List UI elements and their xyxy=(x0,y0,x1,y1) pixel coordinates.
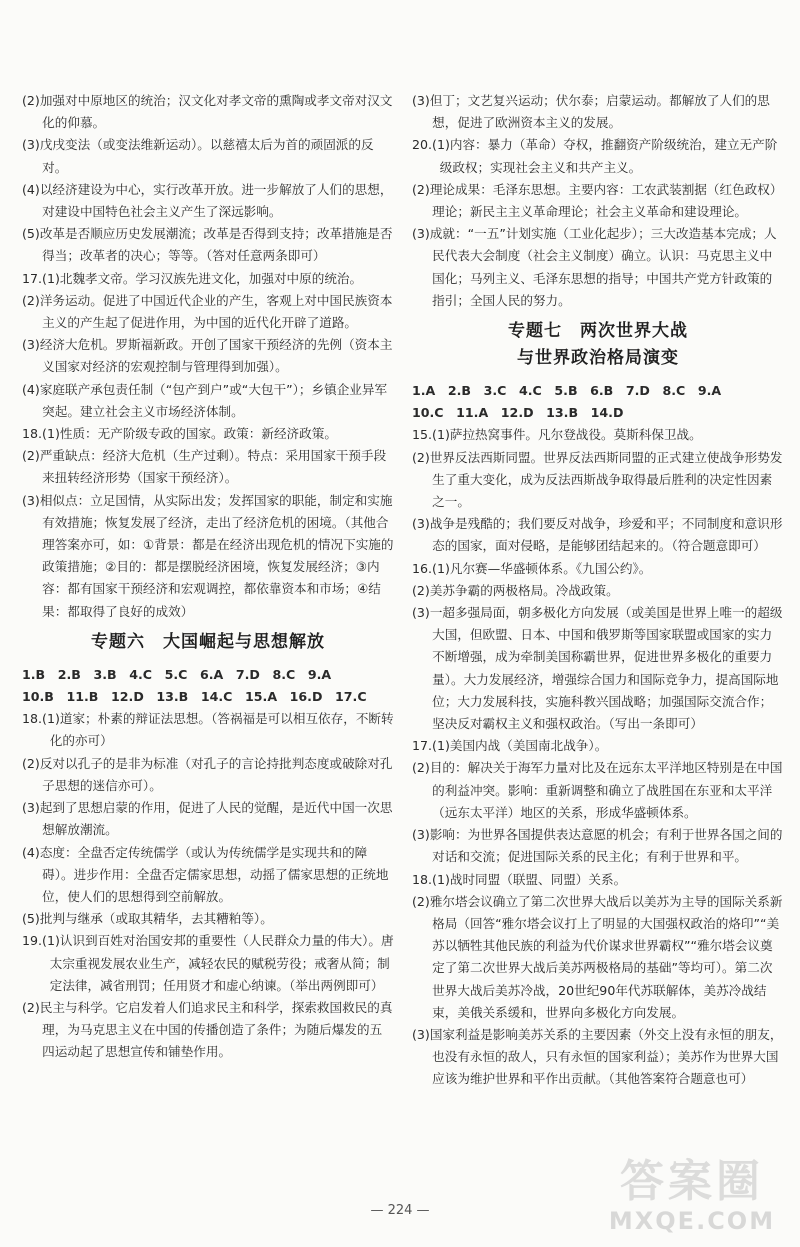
question-20-answer: 20.(1)内容：暴力（革命）夺权，推翻资产阶级统治，建立无产阶级政权；实现社会主义和共产主义。 xyxy=(412,137,778,175)
answer-paragraph: (5)批判与继承（或取其精华，去其糟粕等）。 xyxy=(22,911,273,927)
question-18-answer: 18.(1)道家；朴素的辩证法思想。（答祸福是可以相互依存，不断转化的亦可） xyxy=(22,711,394,749)
section-title-7-line2: 与世界政治格局演变 xyxy=(517,348,679,369)
answer-paragraph: (4)态度：全盘否定传统儒学（或认为传统儒学是实现共和的障碍）。进步作用：全盘否定儒家思想，动摇了儒家思想的正统地位，使人们的思想得到空前解放。 xyxy=(22,844,389,904)
answer-paragraph: (4)家庭联产承包责任制（“包产到户”或“大包干”）；乡镇企业异军突起。建立社会主义市场经济体制。 xyxy=(22,381,388,419)
answer-paragraph: (5)改革是否顺应历史发展潮流；改革是否得到支持；改革措施是否得当；改革者的决心；等等。（答对任意两条即可） xyxy=(22,226,393,264)
watermark-site-text: MXQE.COM xyxy=(608,1207,776,1235)
multiple-choice-answers: 1.B 2.B 3.B 4.C 5.C 6.A 7.D 8.C 9.A xyxy=(22,666,332,682)
answer-paragraph: (3)经济大危机。罗斯福新政。开创了国家干预经济的先例（资本主义国家对经济的宏观控制与管理得到加强）。 xyxy=(22,337,393,375)
multiple-choice-answers: 1.A 2.B 3.C 4.C 5.B 6.B 7.D 8.C 9.A xyxy=(412,383,722,399)
right-column xyxy=(412,90,784,1091)
answer-paragraph: (3)战争是残酷的；我们要反对战争，珍爱和平；不同制度和意识形态的国家，面对侵略，是能够团结起来的。（符合题意即可） xyxy=(412,516,783,554)
multiple-choice-answers: 10.B 11.B 12.D 13.B 14.C 15.A 16.D 17.C xyxy=(22,689,367,705)
answer-paragraph: (2)雅尔塔会议确立了第二次世界大战后以美苏为主导的国际关系新格局（回答“雅尔塔会议打上了明显的大国强权政治的烙印”“美苏以牺牲其他民族的利益为代价谋求世界霸权”“雅尔塔会议奠定了第二次世界大战后美苏两极格局的基础”等均可）。第二次世界大战后美苏冷战，20世纪90年代苏联解体，美苏冷战结束，美俄关系缓和，世界向多极化方向发展。 xyxy=(412,893,783,1020)
answer-paragraph: (2)世界反法西斯同盟。世界反法西斯同盟的正式建立使战争形势发生了重大变化，成为反法西斯战争取得最后胜利的决定性因素之一。 xyxy=(412,449,783,510)
answer-paragraph: (3)但丁；文艺复兴运动；伏尔泰；启蒙运动。都解放了人们的思想，促进了欧洲资本主义的发展。 xyxy=(412,93,770,131)
watermark-logo xyxy=(602,1145,782,1235)
answer-paragraph: (3)一超多强局面，朝多极化方向发展（或美国是世界上唯一的超级大国，但欧盟、日本、中国和俄罗斯等国家联盟或国家的实力不断增强，成为牵制美国称霸世界，促进世界多极化的重要力量）。大力发展经济，增强综合国力和国际竞争力，提高国际地位；大力发展科技，实施科教兴国战略；加强国际交流合作；坚决反对霸权主义和强权政治。（写出一条即可） xyxy=(412,605,783,732)
answer-paragraph: (2)理论成果：毛泽东思想。主要内容：工农武装割据（红色政权）理论；新民主主义革命理论；社会主义革命和建设理论。 xyxy=(412,181,783,220)
question-18-answer: 18.(1)性质：无产阶级专政的国家。政策：新经济政策。 xyxy=(22,426,337,442)
watermark-logo-text: 答案圈 xyxy=(620,1156,764,1207)
left-column xyxy=(22,90,394,1064)
answer-paragraph: (2)美苏争霸的两极格局。冷战政策。 xyxy=(412,582,619,598)
answer-paragraph: (3)影响：为世界各国提供表达意愿的机会；有利于世界各国之间的对话和交流；促进国际关系的民主化；有利于世界和平。 xyxy=(412,827,783,865)
question-19-answer: 19.(1)认识到百姓对治国安邦的重要性（人民群众力量的伟大）。唐太宗重视发展农业生产，减轻农民的赋税劳役；戒奢从简；制定法律，减省刑罚；任用贤才和虚心纳谏。（举出两例即可） xyxy=(22,933,394,993)
question-18-answer: 18.(1)战时同盟（联盟、同盟）关系。 xyxy=(412,871,627,887)
question-17-answer: 17.(1)北魏孝文帝。学习汉族先进文化，加强对中原的统治。 xyxy=(22,270,363,286)
page-number: — 224 — xyxy=(370,1203,430,1218)
multiple-choice-answers: 10.C 11.A 12.D 13.B 14.D xyxy=(412,405,624,421)
question-17-answer: 17.(1)美国内战（美国南北战争）。 xyxy=(412,738,608,754)
answer-paragraph: (3)成就：“一五”计划实施（工业化起步）；三大改造基本完成；人民代表大会制度（社会主义制度）确立。认识：马克思主义中国化；马列主义、毛泽东思想的指导；中国共产党方针政策的指引；全国人民的努力。 xyxy=(412,226,777,308)
answer-paragraph: (2)洋务运动。促进了中国近代企业的产生，客观上对中国民族资本主义的产生起了促进作用，为中国的近代化开辟了道路。 xyxy=(22,292,393,331)
answer-paragraph: (2)民主与科学。它启发着人们追求民主和科学，探索救国救民的真理，为马克思主义在中国的传播创造了条件；为随后爆发的五四运动起了思想宣传和铺垫作用。 xyxy=(22,999,393,1060)
answer-paragraph: (4)以经济建设为中心，实行改革开放。进一步解放了人们的思想，对建设中国特色社会主义产生了深远影响。 xyxy=(22,181,393,220)
answer-paragraph: (3)相似点：立足国情，从实际出发；发挥国家的职能，制定和实施有效措施；恢复发展了经济，走出了经济危机的困境。（其他合理答案亦可，如：①背景：都是在经济出现危机的情况下实施的政策措施；②目的：都是摆脱经济困境，恢复发展经济；③内容：都有国家干预经济和宏观调控，都依靠资本和市场；④结果：都取得了良好的成效） xyxy=(22,492,394,619)
section-title-7 xyxy=(412,318,784,372)
answer-paragraph: (3)起到了思想启蒙的作用，促进了人民的觉醒，是近代中国一次思想解放潮流。 xyxy=(22,800,393,838)
answer-paragraph: (2)加强对中原地区的统治；汉文化对孝文帝的熏陶或孝文帝对汉文化的仰慕。 xyxy=(22,93,393,131)
answer-paragraph: (2)反对以孔子的是非为标准（对孔子的言论持批判态度或破除对孔子思想的迷信亦可）。 xyxy=(22,755,393,793)
answer-paragraph: (2)目的：解决关于海军力量对比及在远东太平洋地区特别是在中国的利益冲突。影响：重新调整和确立了战胜国在东亚和太平洋（远东太平洋）地区的关系，形成华盛顿体系。 xyxy=(412,760,783,820)
section-title-7-line1: 专题七 两次世界大战 xyxy=(508,321,688,342)
answer-paragraph: (3)国家利益是影响美苏关系的主要因素（外交上没有永恒的朋友，也没有永恒的敌人，只有永恒的国家利益）；美苏作为世界大国应该为维护世界和平作出贡献。（其他答案符合题意也可） xyxy=(412,1026,783,1087)
answer-paragraph: (3)戊戌变法（或变法维新运动）。以慈禧太后为首的顽固派的反对。 xyxy=(22,137,374,175)
question-16-answer: 16.(1)凡尔赛—华盛顿体系。《九国公约》。 xyxy=(412,560,652,576)
section-title-6: 专题六 大国崛起与思想解放 xyxy=(91,631,325,652)
question-15-answer: 15.(1)萨拉热窝事件。凡尔登战役。莫斯科保卫战。 xyxy=(412,427,702,443)
answer-paragraph: (2)严重缺点：经济大危机（生产过剩）。特点：采用国家干预手段来扭转经济形势（国家干预经济）。 xyxy=(22,448,387,486)
